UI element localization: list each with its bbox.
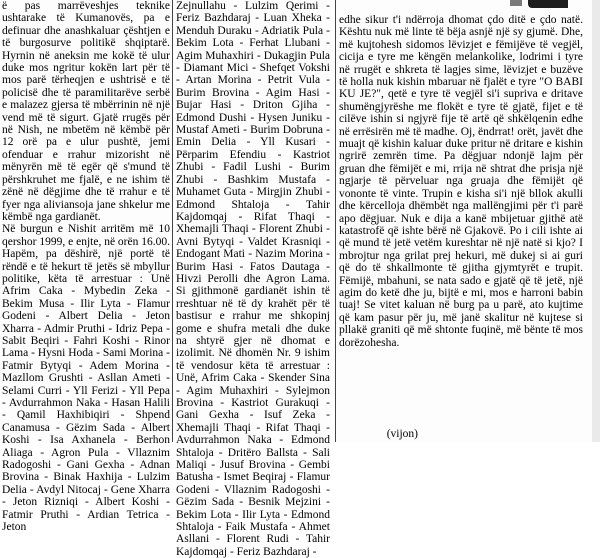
column-divider-1 (172, 0, 173, 442)
article-column-right (339, 14, 583, 442)
continuation-marker: (vijon) (386, 428, 418, 440)
article-column-middle (176, 0, 330, 558)
corner-logo-fragment (528, 0, 568, 8)
column-left-paragraph-2: Në burgun e Nishit arritëm më 10 qershor 1999, e enjte, në orën 16.00. Hapëm, pa dëshirë, një portë të rëndë e të hekurt të jetës së mbyllur politike, këta të arrestuar : Unë Afrim Caka - Mybedin Zeka - Bekim Musa - Ilir Lyta - Flamur Godeni - Albert Delia - Jeton Xharra - Admir Pruthi - Idriz Pepa - Sabit Beqiri - Fahri Koshi - Rinor Lama - Hysni Hoda - Sami Morina - Fatmir Bytyqi - Adem Morina - Mazllom Grushti - Asllan Ameti - Selami Curri - Yll Ferizi - Yll Pepa - Avdurrahmon Naka - Hasan Halili - Qamil Haxhibiqiri - Shpend Canamusa - Gëzim Sada - Albert Koshi - Isa Axhanela - Berhon Aliaga - Agron Pula - Vllaznim Radogoshi - Gani Gexha - Adnan Brovina - Binak Haxhija - Lulzim Delia - Avdyl Nitocaj - Gene Xharra - Jeton Rizniqi - Albert Koshi - Fatmir Pruthi - Ardian Tetrica - Jeton (2, 223, 170, 534)
column-divider-2 (335, 0, 336, 442)
column-left-paragraph-1: ë pas marrëveshjes teknike ushtarake të Kumanovës, pa e definuar dhe anashkaluar çështjen e të burgosurve politikë shqiptarë. Hyrnin në aneksin me kokë të ulur duke mos ngritur kokën lart për të mos parë tërheqjen e ushtrisë e të policisë dhe të paramilitarëve serbë e malazez gjersa të mbërrinin në një vend më të sigurt. Gjatë rrugës për në Nish, ne mbetëm në këmbë për 12 orë pa e ulur pushtë, jemi ofenduar e rrahur mizorisht në mënyrën më të egër që s'mund të përshkruhet me fjalë, e ne ishim të zënë në dëgjime dhe të rrahur e të fyer nga aliviansoja jane shkelur me këmbë nga gardianët. (2, 0, 170, 223)
corner-print-mark (510, 0, 522, 6)
column-middle-text: Zejnullahu - Lulzim Qerimi - Feriz Bazhdaraj - Luan Xheka - Menduh Duraku - Adriatik Pula - Bekim Lota - Ferhat Llubani - Agim Muhaxhiri - Dukagjin Pula - Diamant Mici - Shefqet Vokshi - Artan Morina - Petrit Vula - Burim Brovina - Agim Hasi - Bujar Hasi - Driton Gjiha - Edmond Dushi - Hysen Juniku - Mustaf Ameti - Burim Dobruna - Emin Delia - Yll Kusari - Përparim Efendiu - Kastriot Zhubi - Fadil Lushi - Burim Zhubi - Bashkim Mustafa - Muhamet Guta - Mirgjin Zhubi - Edmond Shtaloja - Tahir Kajdomqaj - Rifat Thaqi - Xhemajli Thaqi - Florent Zhubi - Avni Bytyqi - Valdet Krasniqi - Endogant Mati - Nazim Morina - Burim Hasi - Fatos Dautaga - Hivzi Perolli dhe Agron Lama. Si gjithmonë gardianët ishin të rreshtuar në të dy krahët për të bastisur e rrahur me shkopinj gome e shufra metali dhe duke na shtyrë gjer në dhomat e izolimit. Në dhomën Nr. 9 ishim të vendosur këta të arrestuar : Unë, Afrim Caka - Skender Sina - Agim Muhaxhiri - Sylejmon Brovina - Kastriot Gurakuqi - Gani Gexha - Isuf Zeka - Xhemajli Thaqi - Rifat Thaqi - Avdurrahmon Naka - Edmond Shtaloja - Dritëro Ballsta - Sali Maliqi - Jusuf Brovina - Gembi Batusha - Ismet Beqiraj - Flamur Godeni - Vllaznim Radogoshi - Gëzim Sada - Besnik Mejzini - Bekim Lota - Ilir Lyta - Edmond Shtaloja - Faik Mustafa - Ahmet Asllani - Florent Rudi - Tahir Kajdomqaj - Feriz Bazhdaraj - (176, 0, 330, 558)
column-right-text: edhe sikur t'i ndërroja dhomat çdo ditë e çdo natë. Kështu nuk më linte të bëja asnjë një sy gjumë. Dhe, më kujtohesh sidomos lëvizjet e fëmijëve të vegjël, cicija e tyre me këngën melankolike, lodrimi i tyre në rrugët e shkreta të lagjes sime, lëvizjet e buzëve të holla nuk kishin mbaruar në fjalët e tyre "O BABI KU JE?", qetë e tyre të vegjël si'i supriva e dritave shumëngjyrëshe me flokët e tyre të gjatë, fijet e të cilëve ishin si ngjyrë fije të artë që shkëlqenin edhe në errësirën më të madhe. Oj, ëndrrat! orët, javët dhe muajt që kishin kaluar duke pritur në dritare e kishin ngrirë zemrën time. Pa dëgjuar ndonjë lajm për gruan dhe fëmijët e mi, rrija në shtrat dhe prisja një ngjarje të përveluar nga gruaja dhe fëmijët që vononte të vinte. Trupin e kisha si'i një bllok akulli dhe kërcelloja dhëmbët nga mallëngjimi për t'i parë apo dëgjuar. Nuk e dija a kanë mbijetuar gjithë atë katastrofë që ishte bërë në Gjakovë. Po i cili ishte ai që mund të jetë vetëm kureshtar në një natë si kjo? I mbrojtur nga grilat prej hekuri, më dukej si ai guri që do të shkallmonte të gjitha gjymtyrët e trupit. Fëmijë, mbahuni, se nata sado e gjatë që të jetë, një agim do ketë dhe ju, bijtë e mi, mos e harroni babin tuaj! Se vitet kaluan në burg pa u parë, ato kujtime që kam pasur për ju, më janë skalitur në kujtese si pllakë graniti që më shtonte fuqinë, më bënte të mos dorëzohesha. (339, 14, 583, 349)
article-column-left (2, 0, 170, 534)
page-edge (592, 0, 600, 442)
